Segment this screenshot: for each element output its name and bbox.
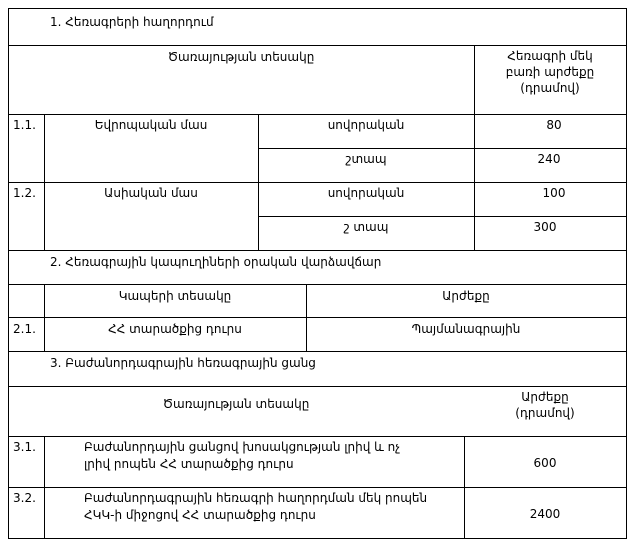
service-description-line2: լրիվ րոպեն ՀՀ տարածքից դուրս — [84, 457, 294, 471]
section-title: 1. Հեռագրերի հաղորդում — [50, 15, 214, 29]
column-header-value-line1: Արժեքը — [521, 390, 569, 404]
rule — [44, 114, 45, 250]
tariff-kind: շտապ — [345, 152, 387, 166]
rule — [8, 182, 627, 183]
rule — [258, 216, 627, 217]
rule — [8, 351, 627, 352]
row-number: 1.1. — [13, 118, 36, 132]
rule — [8, 317, 627, 318]
service-description-line1: Բաժանորդագրային հեռագրի հաղորդման մեկ րոպեն — [84, 491, 428, 505]
row-number: 3.2. — [13, 491, 36, 505]
channel-description: ՀՀ տարածքից դուրս — [108, 322, 242, 336]
column-header-channel-type: Կապերի տեսակը — [118, 289, 232, 303]
column-header-service-type: Ծառայության տեսակը — [167, 50, 315, 64]
rule — [8, 8, 9, 538]
rule — [8, 386, 627, 387]
service-value: 600 — [533, 456, 557, 470]
row-number: 2.1. — [13, 322, 36, 336]
region-label: Ասիական մաս — [104, 186, 198, 200]
row-number: 1.2. — [13, 186, 36, 200]
column-header-value: Արժեքը — [442, 289, 490, 303]
rule — [464, 436, 465, 538]
service-value: 2400 — [529, 507, 561, 521]
row-number: 3.1. — [13, 440, 36, 454]
section-title: 2. Հեռագրային կապուղիների օրական վարձավճար — [50, 255, 382, 269]
tariff-price: 80 — [546, 118, 562, 132]
rule — [8, 250, 627, 251]
tariff-kind: շ տապ — [343, 220, 389, 234]
service-description-line1: Բաժանորդային ցանցով խոսակցության լրիվ և ոչ — [84, 440, 401, 454]
channel-value: Պայմանագրային — [411, 322, 521, 336]
column-header-service-type: Ծառայության տեսակը — [162, 397, 310, 411]
rule — [258, 148, 627, 149]
rule — [8, 436, 627, 437]
tariff-kind: սովորական — [327, 186, 405, 200]
tariff-price: 240 — [537, 152, 561, 166]
rule — [626, 8, 627, 538]
rule — [8, 114, 627, 115]
column-header-price-line2: բառի արժեքը — [505, 65, 595, 79]
rule — [8, 284, 627, 285]
column-header-price-line1: Հեռագրի մեկ — [507, 49, 593, 63]
tariff-price: 100 — [542, 186, 566, 200]
tariff-price: 300 — [533, 220, 557, 234]
service-description-line2: ՀԿԿ-ի միջոցով ՀՀ տարածքից դուրս — [84, 508, 316, 522]
tariff-kind: սովորական — [327, 118, 405, 132]
section-title: 3. Բաժանորդագրային հեռագրային ցանց — [50, 356, 316, 370]
column-header-value-line2: (դրամով) — [515, 406, 575, 420]
column-header-price-line3: (դրամով) — [520, 81, 580, 95]
region-label: Եվրոպական մաս — [94, 118, 208, 132]
rule — [8, 8, 627, 9]
rule — [44, 436, 45, 538]
rule — [8, 487, 627, 488]
rule — [8, 45, 627, 46]
rule — [8, 538, 627, 539]
